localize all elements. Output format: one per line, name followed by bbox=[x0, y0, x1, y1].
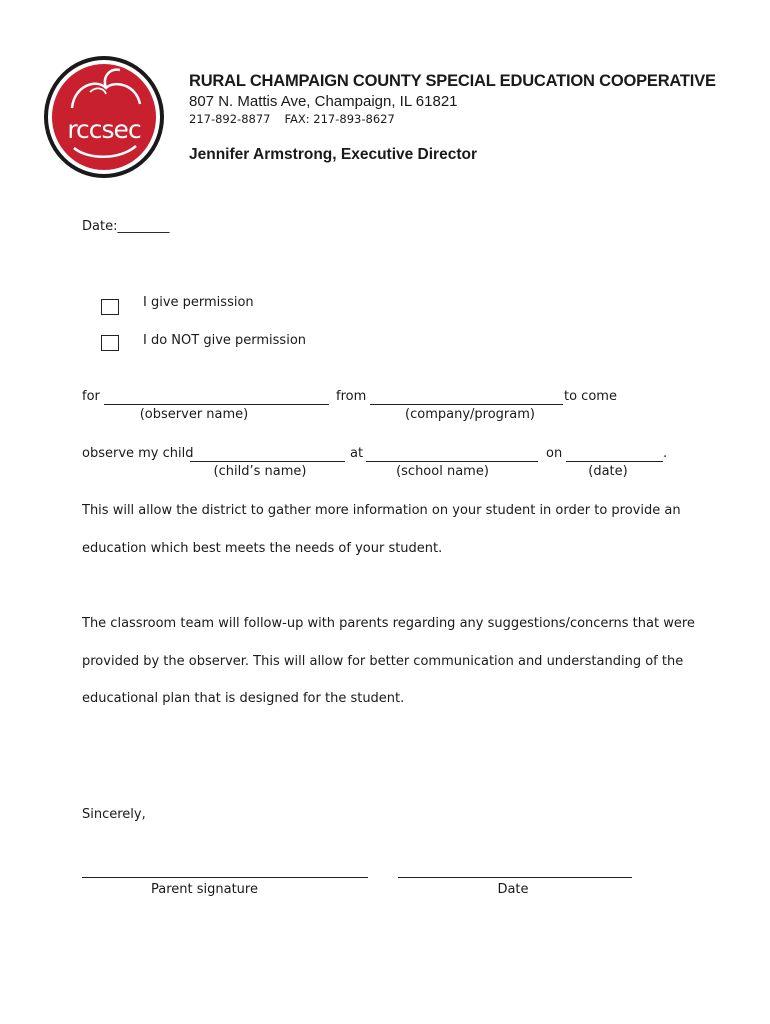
sentence-period: . bbox=[663, 446, 668, 461]
paragraph2-line2: provided by the observer. This will allow for better communication and understanding of the bbox=[82, 654, 684, 669]
paragraph2-line1: The classroom team will follow-up with parents regarding any suggestions/concerns that were bbox=[82, 616, 695, 631]
contact-line bbox=[189, 112, 395, 126]
logo-graphic bbox=[44, 56, 164, 178]
company-program-field[interactable] bbox=[370, 390, 563, 405]
give-permission-checkbox[interactable] bbox=[101, 299, 119, 315]
organization-name: RURAL CHAMPAIGN COUNTY SPECIAL EDUCATION COOPERATIVE bbox=[189, 72, 716, 90]
paragraph1-line2: education which best meets the needs of your student. bbox=[82, 541, 443, 556]
school-name-caption: (school name) bbox=[396, 464, 489, 479]
deny-permission-label: I do NOT give permission bbox=[143, 333, 307, 348]
fax-number: FAX: 217-893-8627 bbox=[284, 112, 395, 126]
date-field[interactable]: Date:________ bbox=[82, 219, 170, 234]
observer-name-field[interactable] bbox=[104, 390, 329, 405]
deny-permission-checkbox[interactable] bbox=[101, 335, 119, 351]
company-program-caption: (company/program) bbox=[405, 407, 535, 422]
observe-child-label: observe my child bbox=[82, 446, 194, 461]
closing: Sincerely, bbox=[82, 807, 146, 822]
paragraph2-line3: educational plan that is designed for the student. bbox=[82, 691, 405, 706]
rccsec-logo bbox=[44, 56, 164, 178]
to-come-label: to come bbox=[564, 389, 617, 404]
from-label: from bbox=[336, 389, 367, 404]
logo-text: rccsec bbox=[67, 115, 141, 144]
signature-date-line[interactable] bbox=[398, 877, 632, 878]
parent-signature-label: Parent signature bbox=[151, 882, 258, 897]
at-label: at bbox=[350, 446, 364, 461]
give-permission-label: I give permission bbox=[143, 295, 254, 310]
date-caption: (date) bbox=[588, 464, 628, 479]
parent-signature-line[interactable] bbox=[82, 877, 368, 878]
organization-address: 807 N. Mattis Ave, Champaign, IL 61821 bbox=[189, 93, 458, 110]
child-name-field[interactable] bbox=[190, 447, 345, 462]
observer-name-caption: (observer name) bbox=[139, 407, 249, 422]
signature-date-label: Date bbox=[497, 882, 529, 897]
school-name-field[interactable] bbox=[366, 447, 538, 462]
paragraph1-line1: This will allow the district to gather more information on your student in order to provide an bbox=[82, 503, 681, 518]
executive-director: Jennifer Armstrong, Executive Director bbox=[189, 146, 477, 163]
child-name-caption: (child’s name) bbox=[213, 464, 307, 479]
observation-date-field[interactable] bbox=[566, 447, 663, 462]
phone-number: 217-892-8877 bbox=[189, 112, 271, 126]
for-label: for bbox=[82, 389, 100, 404]
on-label: on bbox=[546, 446, 563, 461]
